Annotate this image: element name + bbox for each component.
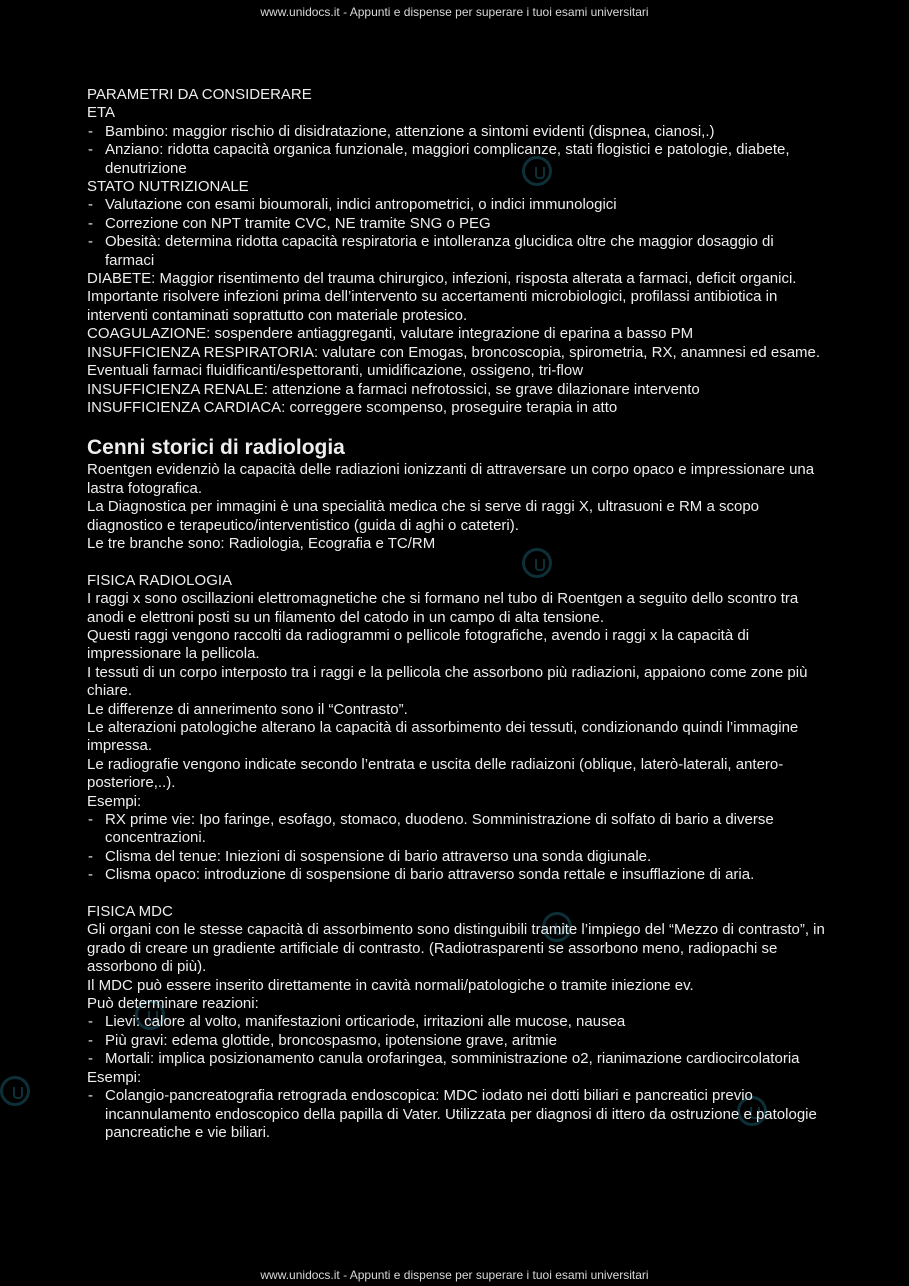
coagulazione-paragraph: COAGULAZIONE: sospendere antiaggreganti, valutare integrazione di eparina a basso PM — [87, 325, 694, 343]
paragraph: Le radiografie vengono indicate secondo l’entrata e uscita delle radiaizoni (oblique, laterò-laterali, antero-posteriore,..). — [87, 755, 784, 792]
esempi-label: Esempi: — [87, 1068, 142, 1086]
paragraph: I tessuti di un corpo interposto tra i raggi e la pellicola che assorbono più radiazioni, appaiono come zone più chiare. — [87, 663, 808, 700]
diabete-paragraph: DIABETE: Maggior risentimento del trauma chirurgico, infezioni, risposta alterata a farmaci, deficit organici. Importante risolvere infezioni prima dell’intervento su accertamenti microbiologici, profilassi antibiotica in interventi contaminati soprattutto con materiale protesico. — [87, 270, 797, 324]
paragraph: I raggi x sono oscillazioni elettromagnetiche che si formano nel tubo di Roentgen a seguito dello scontro tra anodi e elettroni posti su un filamento del catodo in un campo di alta tensione. — [87, 590, 799, 626]
list-item: - Colangio-pancreatografia retrograda endoscopica: MDC iodato nei dotti biliari e pancreatici previo incannulamento endoscopico della papilla di Vater. Utilizzata per diagnosi di ittero da ostruzione e patologie pancreatiche e vie biliari. — [87, 1087, 827, 1142]
nutrizione-label: STATO NUTRIZIONALE — [87, 178, 249, 196]
eta-label: ETA — [87, 104, 116, 122]
document-body — [87, 86, 827, 1142]
list-item: - Lievi: calore al volto, manifestazioni orticariode, irritazioni alle mucose, nausea — [87, 1013, 827, 1031]
list-item: - Più gravi: edema glottide, broncospasmo, ipotensione grave, aritmie — [87, 1032, 827, 1050]
list-item: - Bambino: maggior rischio di disidratazione, attenzione a sintomi evidenti (dispnea, cianosi,.) — [87, 123, 827, 141]
section-heading: PARAMETRI DA CONSIDERARE — [87, 86, 312, 103]
paragraph: Le tre branche sono: Radiologia, Ecografia e TC/RM — [87, 534, 436, 552]
watermark-logo-icon — [0, 1076, 30, 1106]
cardiaca-paragraph: INSUFFICIENZA CARDIACA: correggere scompenso, proseguire terapia in atto — [87, 398, 618, 416]
list-item: - Valutazione con esami bioumorali, indici antropometrici, o indici immunologici — [87, 196, 827, 214]
spacer — [87, 885, 827, 903]
paragraph: Questi raggi vengono raccolti da radiogrammi o pellicole fotografiche, avendo i raggi x la capacità di impressionare la pellicola. — [87, 626, 750, 663]
reazioni-label: Può determinare reazioni: — [87, 995, 259, 1013]
section-heading: FISICA RADIOLOGIA — [87, 571, 233, 589]
paragraph: Gli organi con le stesse capacità di assorbimento sono distinguibili tramite l’impiego del “Mezzo di contrasto”, in grado di creare un gradiente artificiale di contrasto. (Radiotrasparenti se assorbono meno, radiopachi se assorbono di più). — [87, 921, 825, 976]
watermark-top: www.unidocs.it - Appunti e dispense per superare i tuoi esami universitari — [260, 5, 649, 19]
list-item: - Correzione con NPT tramite CVC, NE tramite SNG o PEG — [87, 215, 827, 233]
paragraph: Le differenze di annerimento sono il “Contrasto”. — [87, 700, 408, 718]
section-heading: FISICA MDC — [87, 903, 173, 921]
list-item: - Clisma del tenue: Iniezioni di sospensione di bario attraverso una sonda digiunale. — [87, 848, 827, 866]
section-title: Cenni storici di radiologia — [87, 436, 345, 460]
list-item: - RX prime vie: Ipo faringe, esofago, stomaco, duodeno. Somministrazione di solfato di bario a diverse concentrazioni. — [87, 811, 827, 848]
paragraph: La Diagnostica per immagini è una specialità medica che si serve di raggi X, ultrasuoni e RM a scopo diagnostico e terapeutico/interventistico (guida di aghi o cateteri). — [87, 498, 760, 534]
paragraph: Roentgen evidenziò la capacità delle radiazioni ionizzanti di attraversare un corpo opaco e impressionare una lastra fotografica. — [87, 461, 815, 497]
watermark-bottom: www.unidocs.it - Appunti e dispense per superare i tuoi esami universitari — [260, 1268, 649, 1282]
list-item: - Mortali: implica posizionamento canula orofaringea, somministrazione o2, rianimazione cardiocircolatoria — [87, 1050, 827, 1068]
paragraph: Le alterazioni patologiche alterano la capacità di assorbimento dei tessuti, condizionando quindi l’immagine impressa. — [87, 718, 799, 755]
list-item: - Anziano: ridotta capacità organica funzionale, maggiori complicanze, stati flogistici e patologie, diabete, denutrizione — [87, 141, 827, 178]
respiratoria-paragraph: INSUFFICIENZA RESPIRATORIA: valutare con Emogas, broncoscopia, spirometria, RX, anamnesi ed esame. Eventuali farmaci fluidificanti/espettoranti, umidificazione, ossigeno, tri-flow — [87, 343, 821, 380]
paragraph: Il MDC può essere inserito direttamente in cavità normali/patologiche o tramite iniezione ev. — [87, 976, 694, 994]
list-item: - Clisma opaco: introduzione di sospensione di bario attraverso sonda rettale e insufflazione di aria. — [87, 866, 827, 884]
list-item: - Obesità: determina ridotta capacità respiratoria e intolleranza glucidica oltre che maggior dosaggio di farmaci — [87, 233, 827, 270]
esempi-label: Esempi: — [87, 792, 142, 810]
spacer — [87, 553, 827, 571]
renale-paragraph: INSUFFICIENZA RENALE: attenzione a farmaci nefrotossici, se grave dilazionare intervento — [87, 380, 700, 398]
